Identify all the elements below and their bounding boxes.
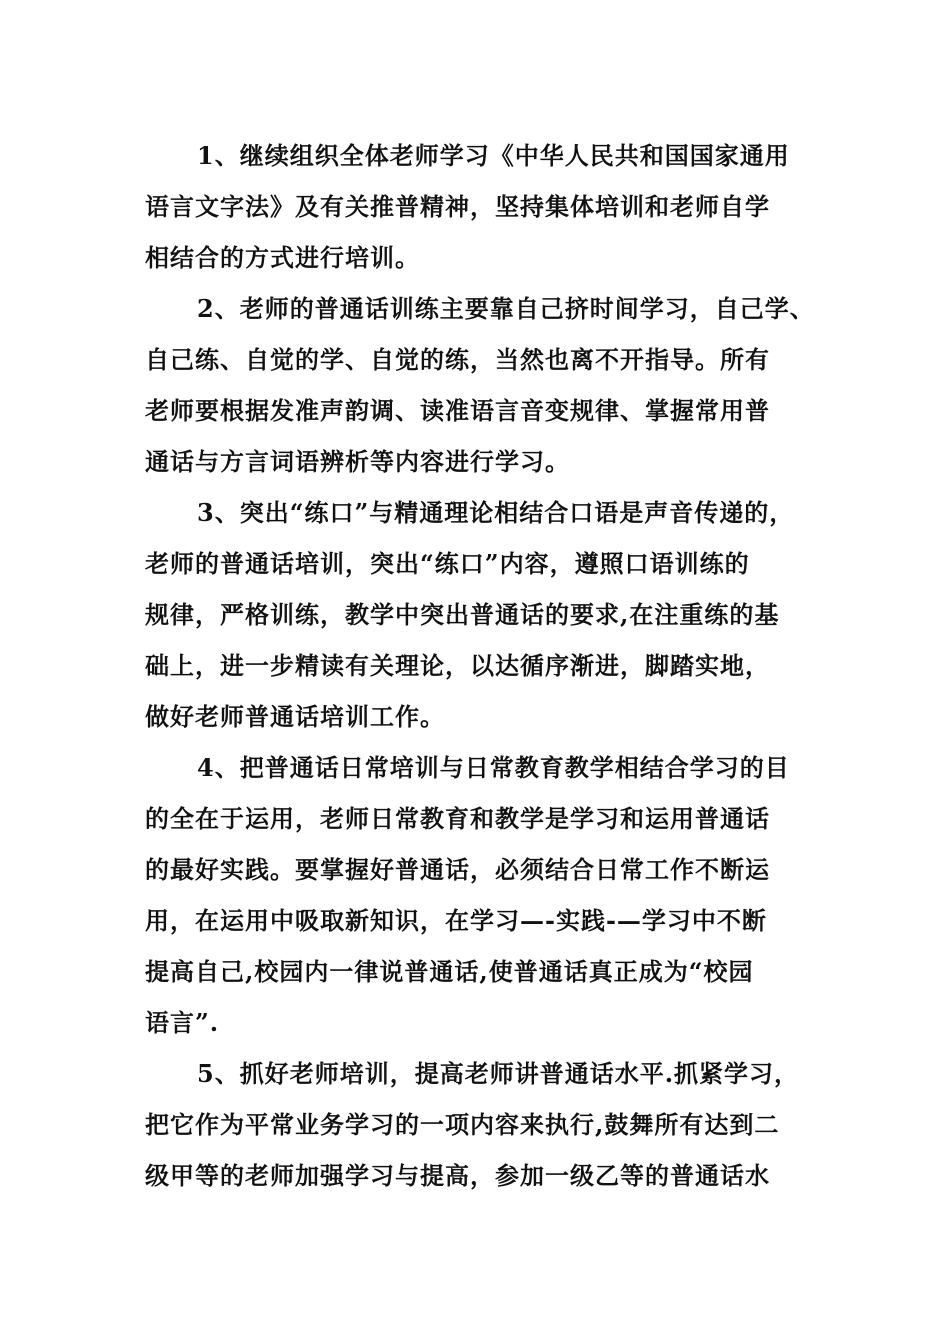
text-line: 4、把普通话日常培训与日常教育教学相结合学习的目 (197, 753, 790, 782)
text-line: 5、抓好老师培训，提高老师讲普通话水平.抓紧学习， (197, 1059, 800, 1088)
text-line: 的全在于运用，老师日常教育和教学是学习和运用普通话 (145, 804, 770, 833)
text-line: 语言文字法》及有关推普精神，坚持集体培训和老师自学 (145, 192, 770, 221)
paragraph-4 (145, 742, 825, 1048)
text-line: 自己练、自觉的学、自觉的练，当然也离不开指导。所有 (145, 345, 770, 374)
text-line: 提高自己,校园内一律说普通话,使普通话真正成为“校园 (145, 957, 754, 986)
text-line: 做好老师普通话培训工作。 (145, 702, 445, 731)
paragraph-5 (145, 1048, 825, 1201)
text-line: 用，在运用中吸取新知识，在学习—-实践-—学习中不断 (145, 906, 767, 935)
paragraph-3 (145, 487, 825, 742)
paragraph-2 (145, 283, 825, 487)
text-line: 础上，进一步精读有关理论，以达循序渐进，脚踏实地， (145, 651, 770, 680)
text-line: 老师的普通话培训，突出“练口”内容，遵照口语训练的 (145, 549, 750, 578)
text-line: 语言”. (145, 1008, 220, 1037)
text-line: 3、突出“练口”与精通理论相结合口语是声音传递的， (197, 498, 795, 527)
text-line: 把它作为平常业务学习的一项内容来执行,鼓舞所有达到二 (145, 1110, 780, 1139)
document-body (145, 130, 825, 1201)
paragraph-1 (145, 130, 825, 283)
text-line: 级甲等的老师加强学习与提高，参加一级乙等的普通话水 (145, 1161, 770, 1190)
text-line: 相结合的方式进行培训。 (145, 243, 420, 272)
text-line: 通话与方言词语辨析等内容进行学习。 (145, 447, 570, 476)
text-line: 的最好实践。要掌握好普通话，必须结合日常工作不断运 (145, 855, 770, 884)
text-line: 规律，严格训练，教学中突出普通话的要求,在注重练的基 (145, 600, 780, 629)
text-line: 老师要根据发准声韵调、读准语言音变规律、掌握常用普 (145, 396, 770, 425)
text-line: 1、继续组织全体老师学习《中华人民共和国国家通用 (197, 141, 790, 170)
text-line: 2、老师的普通话训练主要靠自己挤时间学习，自己学、 (197, 294, 815, 323)
